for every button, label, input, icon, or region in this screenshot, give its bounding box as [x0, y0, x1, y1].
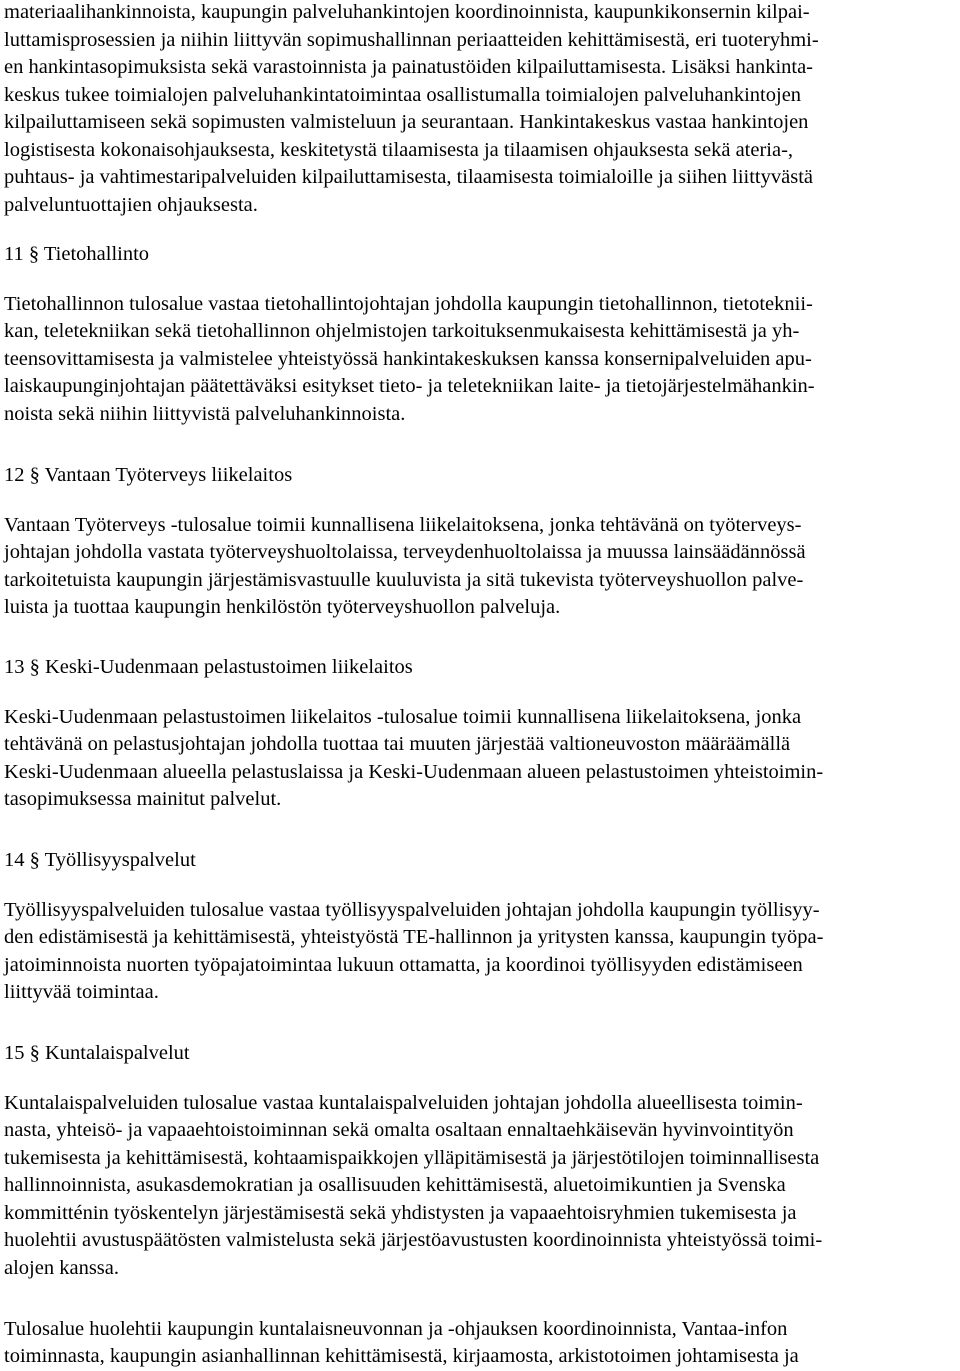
paragraph-line: luttamisprosessien ja niihin liittyvän sopimushallinnan periaatteiden kehittämisestä, eri tuoteryhmi-	[4, 29, 819, 51]
paragraph-line: den edistämisestä ja kehittämisestä, yhteistyöstä TE-hallinnon ja yritysten kanssa, kaupungin työpa-	[4, 926, 824, 948]
section-heading: 11 § Tietohallinto	[4, 243, 150, 265]
paragraph-line: tasopimuksessa mainitut palvelut.	[4, 788, 282, 810]
section-heading: 15 § Kuntalaispalvelut	[4, 1042, 190, 1064]
paragraph-line: luista ja tuottaa kaupungin henkilöstön työterveyshuollon palveluja.	[4, 596, 561, 618]
paragraph-line: Tietohallinnon tulosalue vastaa tietohallintojohtajan johdolla kaupungin tietohallinnon, tietoteknii-	[4, 293, 813, 315]
paragraph-line: hallinnoinnista, asukasdemokratian ja osallisuuden kehittämisestä, aluetoimikuntien ja Svenska	[4, 1174, 786, 1196]
paragraph-line: Vantaan Työterveys -tulosalue toimii kunnallisena liikelaitoksena, jonka tehtävänä on työterveys-	[4, 514, 802, 536]
paragraph-line: Kuntalaispalveluiden tulosalue vastaa kuntalaispalveluiden johtajan johdolla alueellisesta toimin-	[4, 1092, 803, 1114]
paragraph-line: jatoiminnoista nuorten työpajatoimintaa lukuun ottamatta, ja koordinoi työllisyyden edistämiseen	[4, 954, 803, 976]
paragraph-line: palveluntuottajien ohjauksesta.	[4, 194, 258, 216]
section-heading: 14 § Työllisyyspalvelut	[4, 849, 196, 871]
paragraph-line: johtajan johdolla vastata työterveyshuoltolaissa, terveydenhuoltolaissa ja muussa lainsäädännössä	[4, 541, 806, 563]
paragraph-line: kan, teletekniikan sekä tietohallinnon ohjelmistojen tarkoituksenmukaisesta kehittämisestä ja yh-	[4, 320, 800, 342]
paragraph-line: liittyvää toimintaa.	[4, 981, 159, 1003]
paragraph-line: noista sekä niihin liittyvistä palveluhankinnoista.	[4, 403, 406, 425]
paragraph-line: tehtävänä on pelastusjohtajan johdolla tuottaa tai muuten järjestää valtioneuvoston määräämällä	[4, 733, 791, 755]
paragraph-line: tarkoitetuista kaupungin järjestämisvastuulle kuuluvista ja sitä tukevista työterveyshuollon palve-	[4, 569, 804, 591]
paragraph-line: toiminnasta, kaupungin asianhallinnan kehittämisestä, kirjaamosta, arkistotoimen johtamisesta ja	[4, 1345, 799, 1367]
paragraph-line: huolehtii avustuspäätösten valmistelusta sekä järjestöavustusten koordinoinnista yhteistyössä toimi-	[4, 1229, 823, 1251]
paragraph-line: materiaalihankinnoista, kaupungin palveluhankintojen koordinoinnista, kaupunkikonsernin kilpai-	[4, 1, 810, 23]
paragraph-line: laiskaupunginjohtajan päätettäväksi esitykset tieto- ja teletekniikan laite- ja tietojärjestelmähankin-	[4, 375, 815, 397]
paragraph-line: nasta, yhteisö- ja vapaaehtoistoiminnan sekä omalta osaltaan ennaltaehkäisevän hyvinvointityön	[4, 1119, 794, 1141]
paragraph-line: kilpailuttamiseen sekä sopimusten valmisteluun ja seurantaan. Hankintakeskus vastaa hankintojen	[4, 111, 809, 133]
paragraph-line: Tulosalue huolehtii kaupungin kuntalaisneuvonnan ja -ohjauksen koordinoinnista, Vantaa-infon	[4, 1318, 788, 1340]
paragraph-line: keskus tukee toimialojen palveluhankintatoimintaa osallistumalla toimialojen palveluhankintojen	[4, 84, 802, 106]
section-heading: 12 § Vantaan Työterveys liikelaitos	[4, 464, 293, 486]
paragraph-line: logistisesta kokonaisohjauksesta, keskitetystä tilaamisesta ja tilaamisen ohjauksesta sekä ateria-,	[4, 139, 794, 161]
paragraph-line: en hankintasopimuksista sekä varastoinnista ja painatustöiden kilpailuttamisesta. Lisäksi hankinta-	[4, 56, 814, 78]
paragraph-line: puhtaus- ja vahtimestaripalveluiden kilpailuttamisesta, tilaamisesta toimialoille ja siihen liittyvästä	[4, 166, 813, 188]
paragraph-line: kommitténin työskentelyn järjestämisestä sekä yhdistysten ja vapaaehtoisryhmien tukemisesta ja	[4, 1202, 797, 1224]
paragraph-line: alojen kanssa.	[4, 1257, 119, 1279]
paragraph-line: Keski-Uudenmaan pelastustoimen liikelaitos -tulosalue toimii kunnallisena liikelaitoksena, jonka	[4, 706, 802, 728]
paragraph-line: tukemisesta ja kehittämisestä, kohtaamispaikkojen ylläpitämisestä ja järjestötilojen toiminnallisesta	[4, 1147, 820, 1169]
section-heading: 13 § Keski-Uudenmaan pelastustoimen liikelaitos	[4, 656, 413, 678]
paragraph-line: Keski-Uudenmaan alueella pelastuslaissa ja Keski-Uudenmaan alueen pelastustoimen yhteistoimin-	[4, 761, 824, 783]
paragraph-line: teensovittamisesta ja valmistelee yhteistyössä hankintakeskuksen kanssa konsernipalveluiden apu-	[4, 348, 812, 370]
paragraph-line: Työllisyyspalveluiden tulosalue vastaa työllisyyspalveluiden johtajan johdolla kaupungin työllisyy-	[4, 899, 820, 921]
